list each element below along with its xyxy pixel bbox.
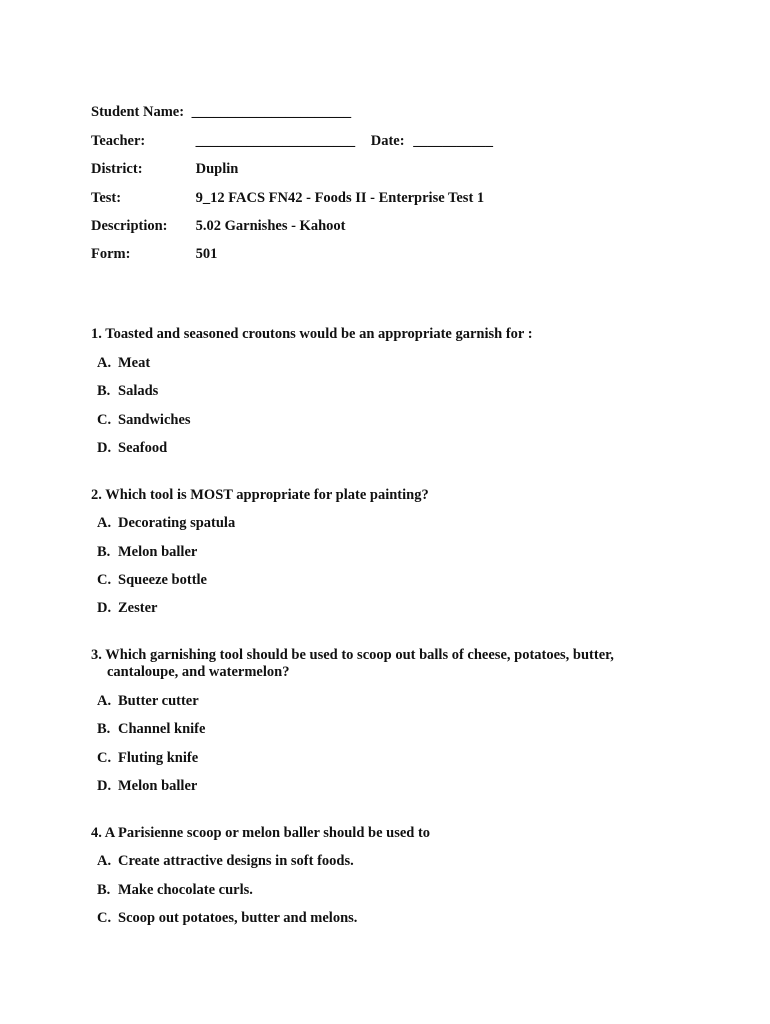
teacher-row bbox=[91, 131, 493, 151]
date-blank[interactable]: ___________ bbox=[413, 133, 493, 149]
question-1 bbox=[91, 326, 681, 343]
option-text: Meat bbox=[118, 355, 151, 371]
district-row bbox=[91, 159, 238, 179]
answer-option-1a[interactable] bbox=[97, 353, 150, 373]
answer-option-2a[interactable] bbox=[97, 513, 235, 533]
form-row bbox=[91, 244, 217, 264]
answer-option-2d[interactable] bbox=[97, 598, 157, 618]
description-value: 5.02 Garnishes - Kahoot bbox=[195, 218, 346, 234]
option-text: Seafood bbox=[118, 440, 168, 456]
option-text: Fluting knife bbox=[118, 750, 199, 766]
question-number: 3. bbox=[91, 647, 102, 663]
option-letter: C. bbox=[97, 572, 112, 588]
test-value: 9_12 FACS FN42 - Foods II - Enterprise Test 1 bbox=[195, 190, 485, 206]
question-number: 2. bbox=[91, 487, 102, 503]
district-value: Duplin bbox=[195, 161, 239, 177]
description-row bbox=[91, 216, 345, 236]
answer-option-2c[interactable] bbox=[97, 570, 207, 590]
option-text: Melon baller bbox=[118, 544, 198, 560]
option-letter: A. bbox=[97, 515, 112, 531]
option-text: Channel knife bbox=[118, 721, 206, 737]
option-letter: B. bbox=[97, 383, 111, 399]
option-letter: B. bbox=[97, 544, 111, 560]
district-label: District: bbox=[91, 161, 143, 177]
student-name-label: Student Name: bbox=[91, 104, 185, 120]
answer-option-4a[interactable] bbox=[97, 851, 354, 871]
question-line-1 bbox=[91, 647, 681, 664]
test-row bbox=[91, 188, 484, 208]
question-text-continued: cantaloupe, and watermelon? bbox=[107, 664, 290, 680]
student-name-blank[interactable]: ______________________ bbox=[191, 104, 352, 120]
answer-option-4b[interactable] bbox=[97, 880, 253, 900]
option-text: Sandwiches bbox=[118, 412, 191, 428]
option-letter: B. bbox=[97, 721, 111, 737]
form-label: Form: bbox=[91, 246, 131, 262]
teacher-label: Teacher: bbox=[91, 133, 146, 149]
answer-option-1d[interactable] bbox=[97, 438, 167, 458]
question-number: 4. bbox=[91, 825, 102, 841]
option-letter: A. bbox=[97, 693, 112, 709]
option-letter: C. bbox=[97, 750, 112, 766]
description-label: Description: bbox=[91, 218, 168, 234]
teacher-blank[interactable]: ______________________ bbox=[195, 133, 356, 149]
question-text: Toasted and seasoned croutons would be an appropriate garnish for : bbox=[105, 326, 533, 342]
question-2 bbox=[91, 487, 681, 504]
student-name-row bbox=[91, 102, 351, 122]
option-text: Melon baller bbox=[118, 778, 198, 794]
question-text: Which garnishing tool should be used to scoop out balls of cheese, potatoes, butter, bbox=[105, 647, 614, 663]
question-4 bbox=[91, 825, 681, 842]
question-number: 1. bbox=[91, 326, 102, 342]
option-text: Zester bbox=[118, 600, 158, 616]
option-text: Salads bbox=[118, 383, 159, 399]
option-letter: A. bbox=[97, 853, 112, 869]
answer-option-2b[interactable] bbox=[97, 542, 197, 562]
option-letter: D. bbox=[97, 440, 112, 456]
answer-option-3c[interactable] bbox=[97, 748, 198, 768]
date-label: Date: bbox=[370, 133, 405, 149]
test-label: Test: bbox=[91, 190, 122, 206]
option-letter: C. bbox=[97, 910, 112, 926]
answer-option-3d[interactable] bbox=[97, 776, 197, 796]
option-letter: D. bbox=[97, 778, 112, 794]
option-text: Squeeze bottle bbox=[118, 572, 207, 588]
option-letter: D. bbox=[97, 600, 112, 616]
option-letter: A. bbox=[97, 355, 112, 371]
question-text: A Parisienne scoop or melon baller should be used to bbox=[104, 825, 431, 841]
option-text: Decorating spatula bbox=[118, 515, 236, 531]
answer-option-3a[interactable] bbox=[97, 691, 199, 711]
answer-option-3b[interactable] bbox=[97, 719, 205, 739]
option-letter: B. bbox=[97, 882, 111, 898]
option-text: Scoop out potatoes, butter and melons. bbox=[118, 910, 358, 926]
option-letter: C. bbox=[97, 412, 112, 428]
form-value: 501 bbox=[195, 246, 218, 262]
option-text: Create attractive designs in soft foods. bbox=[118, 853, 354, 869]
question-3 bbox=[91, 647, 681, 681]
option-text: Butter cutter bbox=[118, 693, 199, 709]
answer-option-1b[interactable] bbox=[97, 381, 158, 401]
option-text: Make chocolate curls. bbox=[118, 882, 253, 898]
answer-option-4c[interactable] bbox=[97, 908, 357, 928]
answer-option-1c[interactable] bbox=[97, 410, 191, 430]
question-text: Which tool is MOST appropriate for plate painting? bbox=[105, 487, 429, 503]
